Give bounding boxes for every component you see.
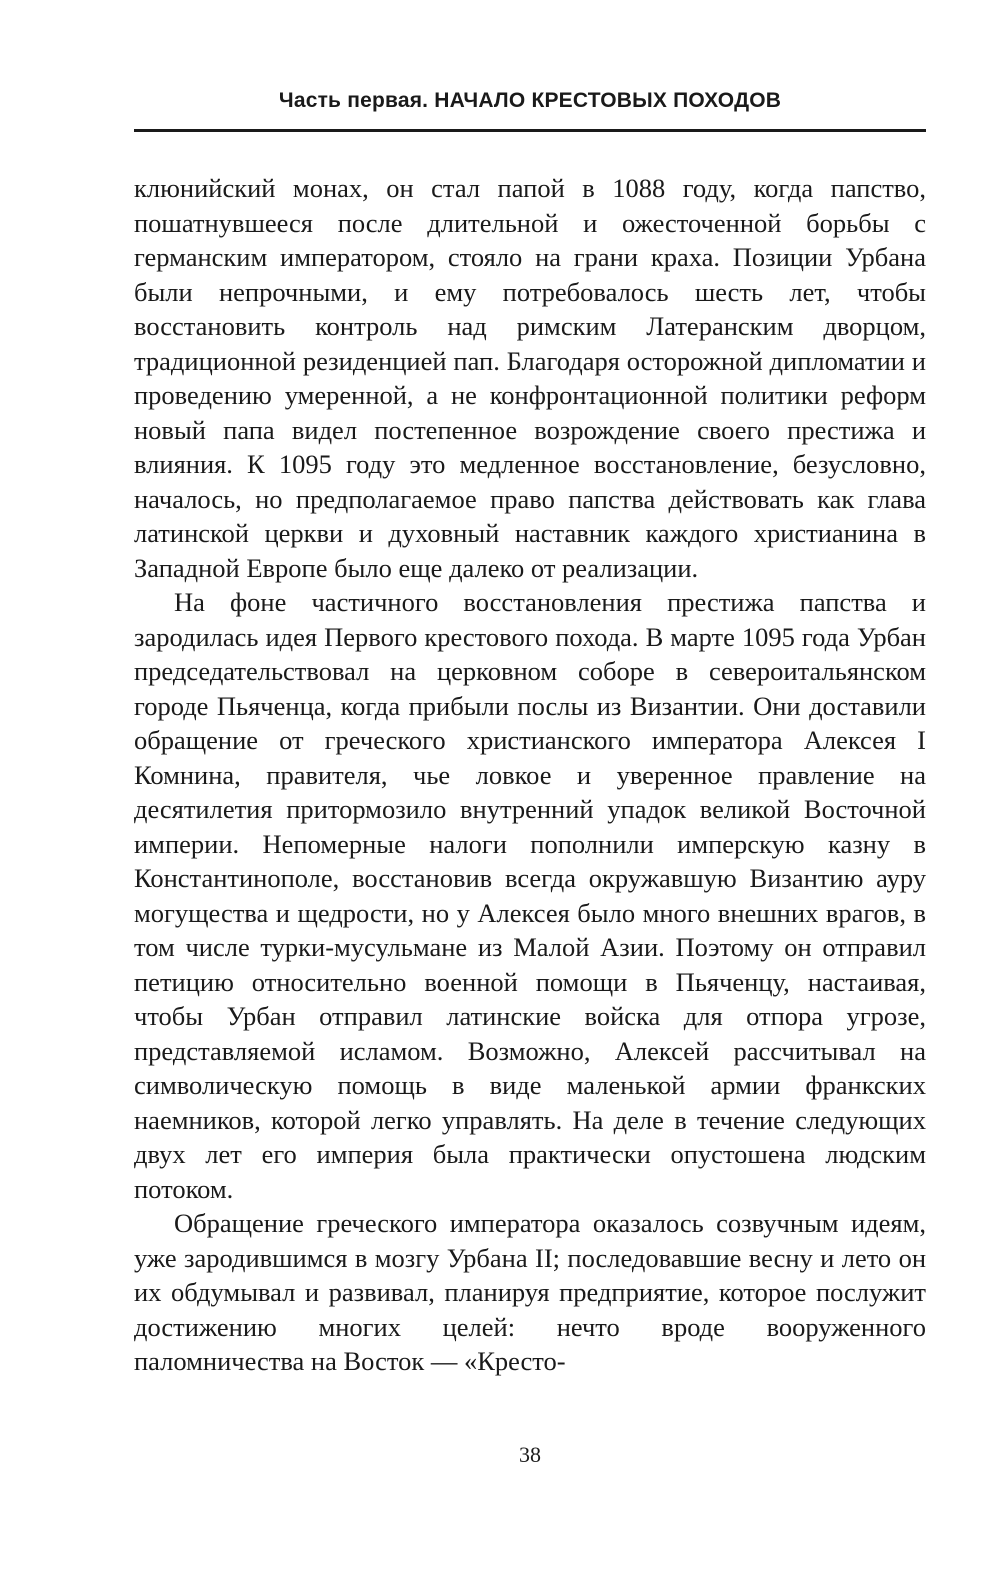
body-text	[134, 171, 926, 1379]
running-head: Часть первая. НАЧАЛО КРЕСТОВЫХ ПОХОДОВ	[278, 89, 782, 112]
page-number: 38	[519, 1442, 541, 1467]
paragraph-continued: клюнийский монах, он стал папой в 1088 году, когда папство, пошатнувшееся после длительной и ожесточенной борьбы с германским императором, стояло на грани краха. Позиции Урбана были непрочными, и ему потребовалось шесть лет, чтобы восстановить контроль над римским Латеранским дворцом, традиционной резиденцией пап. Благодаря осторожной дипломатии и проведению умеренной, а не конфронтационной политики реформ новый папа видел постепенное возрождение своего престижа и влияния. К 1095 году это медленное восстановление, безусловно, началось, но предполагаемое право папства действовать как глава латинской церкви и духовный наставник каждого христианина в Западной Европе было еще далеко от реализации.	[134, 173, 926, 583]
header-rule	[134, 129, 926, 132]
paragraph: Обращение греческого императора оказалось созвучным идеям, уже зародившимся в мозгу Урбана II; последовавшие весну и лето он их обдумывал и развивал, планируя предприятие, которое послужит достижению многих целей: нечто вроде вооруженного паломничества на Восток — «Кресто-	[134, 1208, 926, 1376]
paragraph: На фоне частичного восстановления престижа папства и зародилась идея Первого крестового похода. В марте 1095 года Урбан председательствовал на церковном соборе в североитальянском городе Пьяченца, когда прибыли послы из Византии. Они доставили обращение от греческого христианского императора Алексея I Комнина, правителя, чье ловкое и уверенное правление на десятилетия притормозило внутренний упадок великой Восточной империи. Непомерные налоги пополнили имперскую казну в Константинополе, восстановив всегда окружавшую Византию ауру могущества и щедрости, но у Алексея было много внешних врагов, в том числе турки-мусульмане из Малой Азии. Поэтому он отправил петицию относительно военной помощи в Пьяченцу, настаивая, чтобы Урбан отправил латинские войска для отпора угрозе, представляемой исламом. Возможно, Алексей рассчитывал на символическую помощь в виде маленькой армии франкских наемников, которой легко управлять. На деле в течение следующих двух лет его империя была практически опустошена людским потоком.	[134, 587, 926, 1204]
